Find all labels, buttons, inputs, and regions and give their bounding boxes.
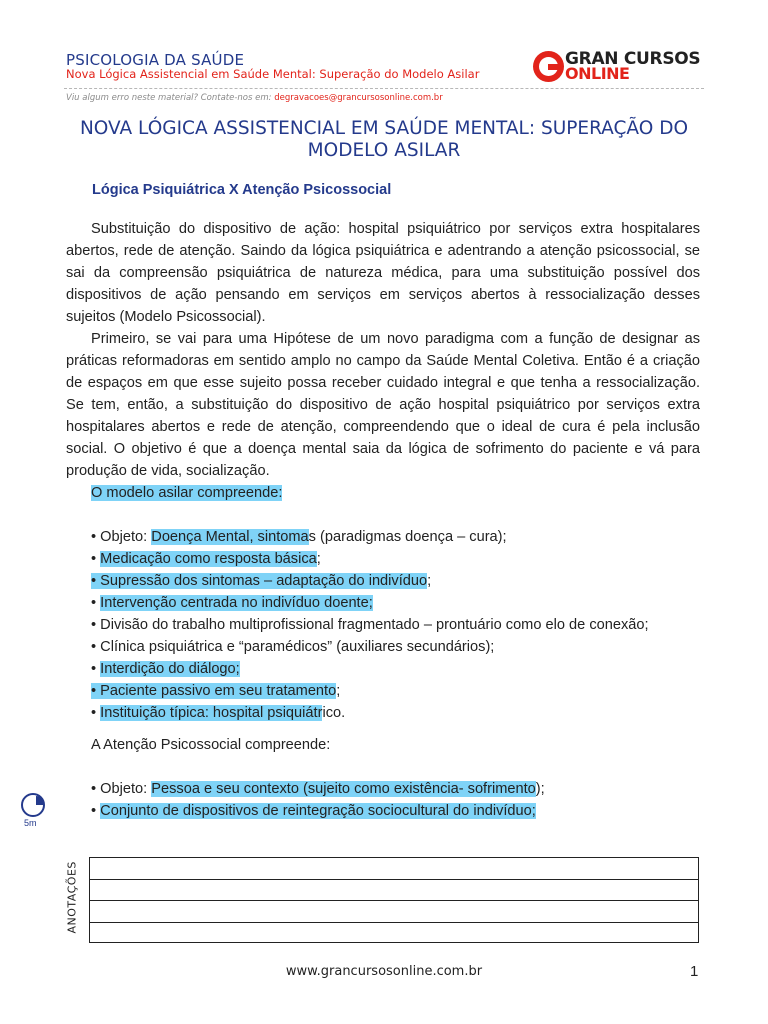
logo-line2: ONLINE: [565, 64, 630, 83]
header-subject: PSICOLOGIA DA SAÚDE: [66, 51, 245, 69]
body-text: [66, 218, 700, 822]
footer-url[interactable]: www.grancursosonline.com.br: [285, 964, 483, 979]
contact-email-link[interactable]: degravacoes@grancursosonline.com.br: [274, 93, 443, 103]
list-item: • Objeto: Doença Mental, sintomas (paradigmas doença – cura);: [91, 529, 507, 545]
header-topic: Nova Lógica Assistencial em Saúde Mental: Superação do Modelo Asilar: [66, 67, 480, 81]
title-line-2: MODELO ASILAR: [307, 140, 461, 161]
timer-label: 5m: [24, 818, 37, 828]
contact-note: [66, 93, 443, 103]
gran-cursos-logo: [533, 49, 703, 85]
notes-box[interactable]: [89, 857, 699, 943]
asylum-intro: [66, 482, 700, 504]
list-item: • Interdição do diálogo;: [91, 661, 240, 677]
timer-icon: [21, 793, 45, 817]
list-item: • Intervenção centrada no indivíduo doente;: [91, 595, 373, 611]
logo-line1: GRAN CURSOS: [565, 49, 701, 69]
logo-g-bar: [548, 64, 562, 70]
section-title: Lógica Psiquiátrica X Atenção Psicossocial: [92, 182, 392, 198]
notes-line[interactable]: [90, 901, 698, 923]
list-item: • Paciente passivo em seu tratamento;: [91, 683, 341, 699]
list-item: • Instituição típica: hospital psiquiátrico.: [91, 705, 346, 721]
asylum-intro-text: O modelo asilar compreende:: [91, 485, 283, 501]
psychosocial-intro: A Atenção Psicossocial compreende:: [91, 737, 331, 753]
notes-line[interactable]: [90, 923, 698, 945]
psychosocial-list: [66, 778, 700, 822]
notes-line[interactable]: [90, 880, 698, 902]
page-title: [40, 118, 728, 162]
list-item: • Supressão dos sintomas – adaptação do indivíduo;: [91, 573, 432, 589]
list-item: • Objeto: Pessoa e seu contexto (sujeito como existência- sofrimento);: [91, 781, 545, 797]
list-item: • Medicação como resposta básica;: [91, 551, 321, 567]
asylum-list: [66, 526, 700, 724]
paragraph: Primeiro, se vai para uma Hipótese de um novo paradigma com a função de designar as práticas reformadoras em sentido amplo no campo da Saúde Mental Coletiva. Então é a criação de espaços em que esse sujeito possa receber cuidado integral e que tenha a ressocialização. Se tem, então, a substituição do dispositivo de ação hospital psiquiátrico por serviços extra hospitalares abertos e rede de atenção, compreendendo que o ideal de cura é pela inclusão social. O objetivo é que a doença mental saia da lógica de sofrimento do paciente e vá para produção de vida, socialização.: [66, 331, 700, 479]
notes-label: ANOTAÇÕES: [65, 861, 79, 934]
list-item: • Clínica psiquiátrica e “paramédicos” (auxiliares secundários);: [91, 639, 495, 655]
notes-line[interactable]: [90, 858, 698, 880]
list-item: • Conjunto de dispositivos de reintegração sociocultural do indivíduo;: [91, 803, 536, 819]
contact-prefix: Viu algum erro neste material? Contate-nos em:: [66, 93, 275, 103]
title-line-1: NOVA LÓGICA ASSISTENCIAL EM SAÚDE MENTAL: SUPERAÇÃO DO: [79, 118, 689, 139]
paragraph: Substituição do dispositivo de ação: hospital psiquiátrico por serviços extra hospitalares abertos, rede de atenção. Saindo da lógica psiquiátrica e adentrando a atenção psicossocial, se sai da compreensão psiquiátrica de natureza médica, para uma substituição possível dos dispositivos de ação pensando em serviços em serviços abertos à ressocialização desses sujeitos (Modelo Psicossocial).: [66, 221, 700, 325]
list-item: • Divisão do trabalho multiprofissional fragmentado – prontuário como elo de conexão;: [91, 617, 649, 633]
header-divider: [64, 88, 704, 89]
page-number: 1: [690, 963, 699, 980]
